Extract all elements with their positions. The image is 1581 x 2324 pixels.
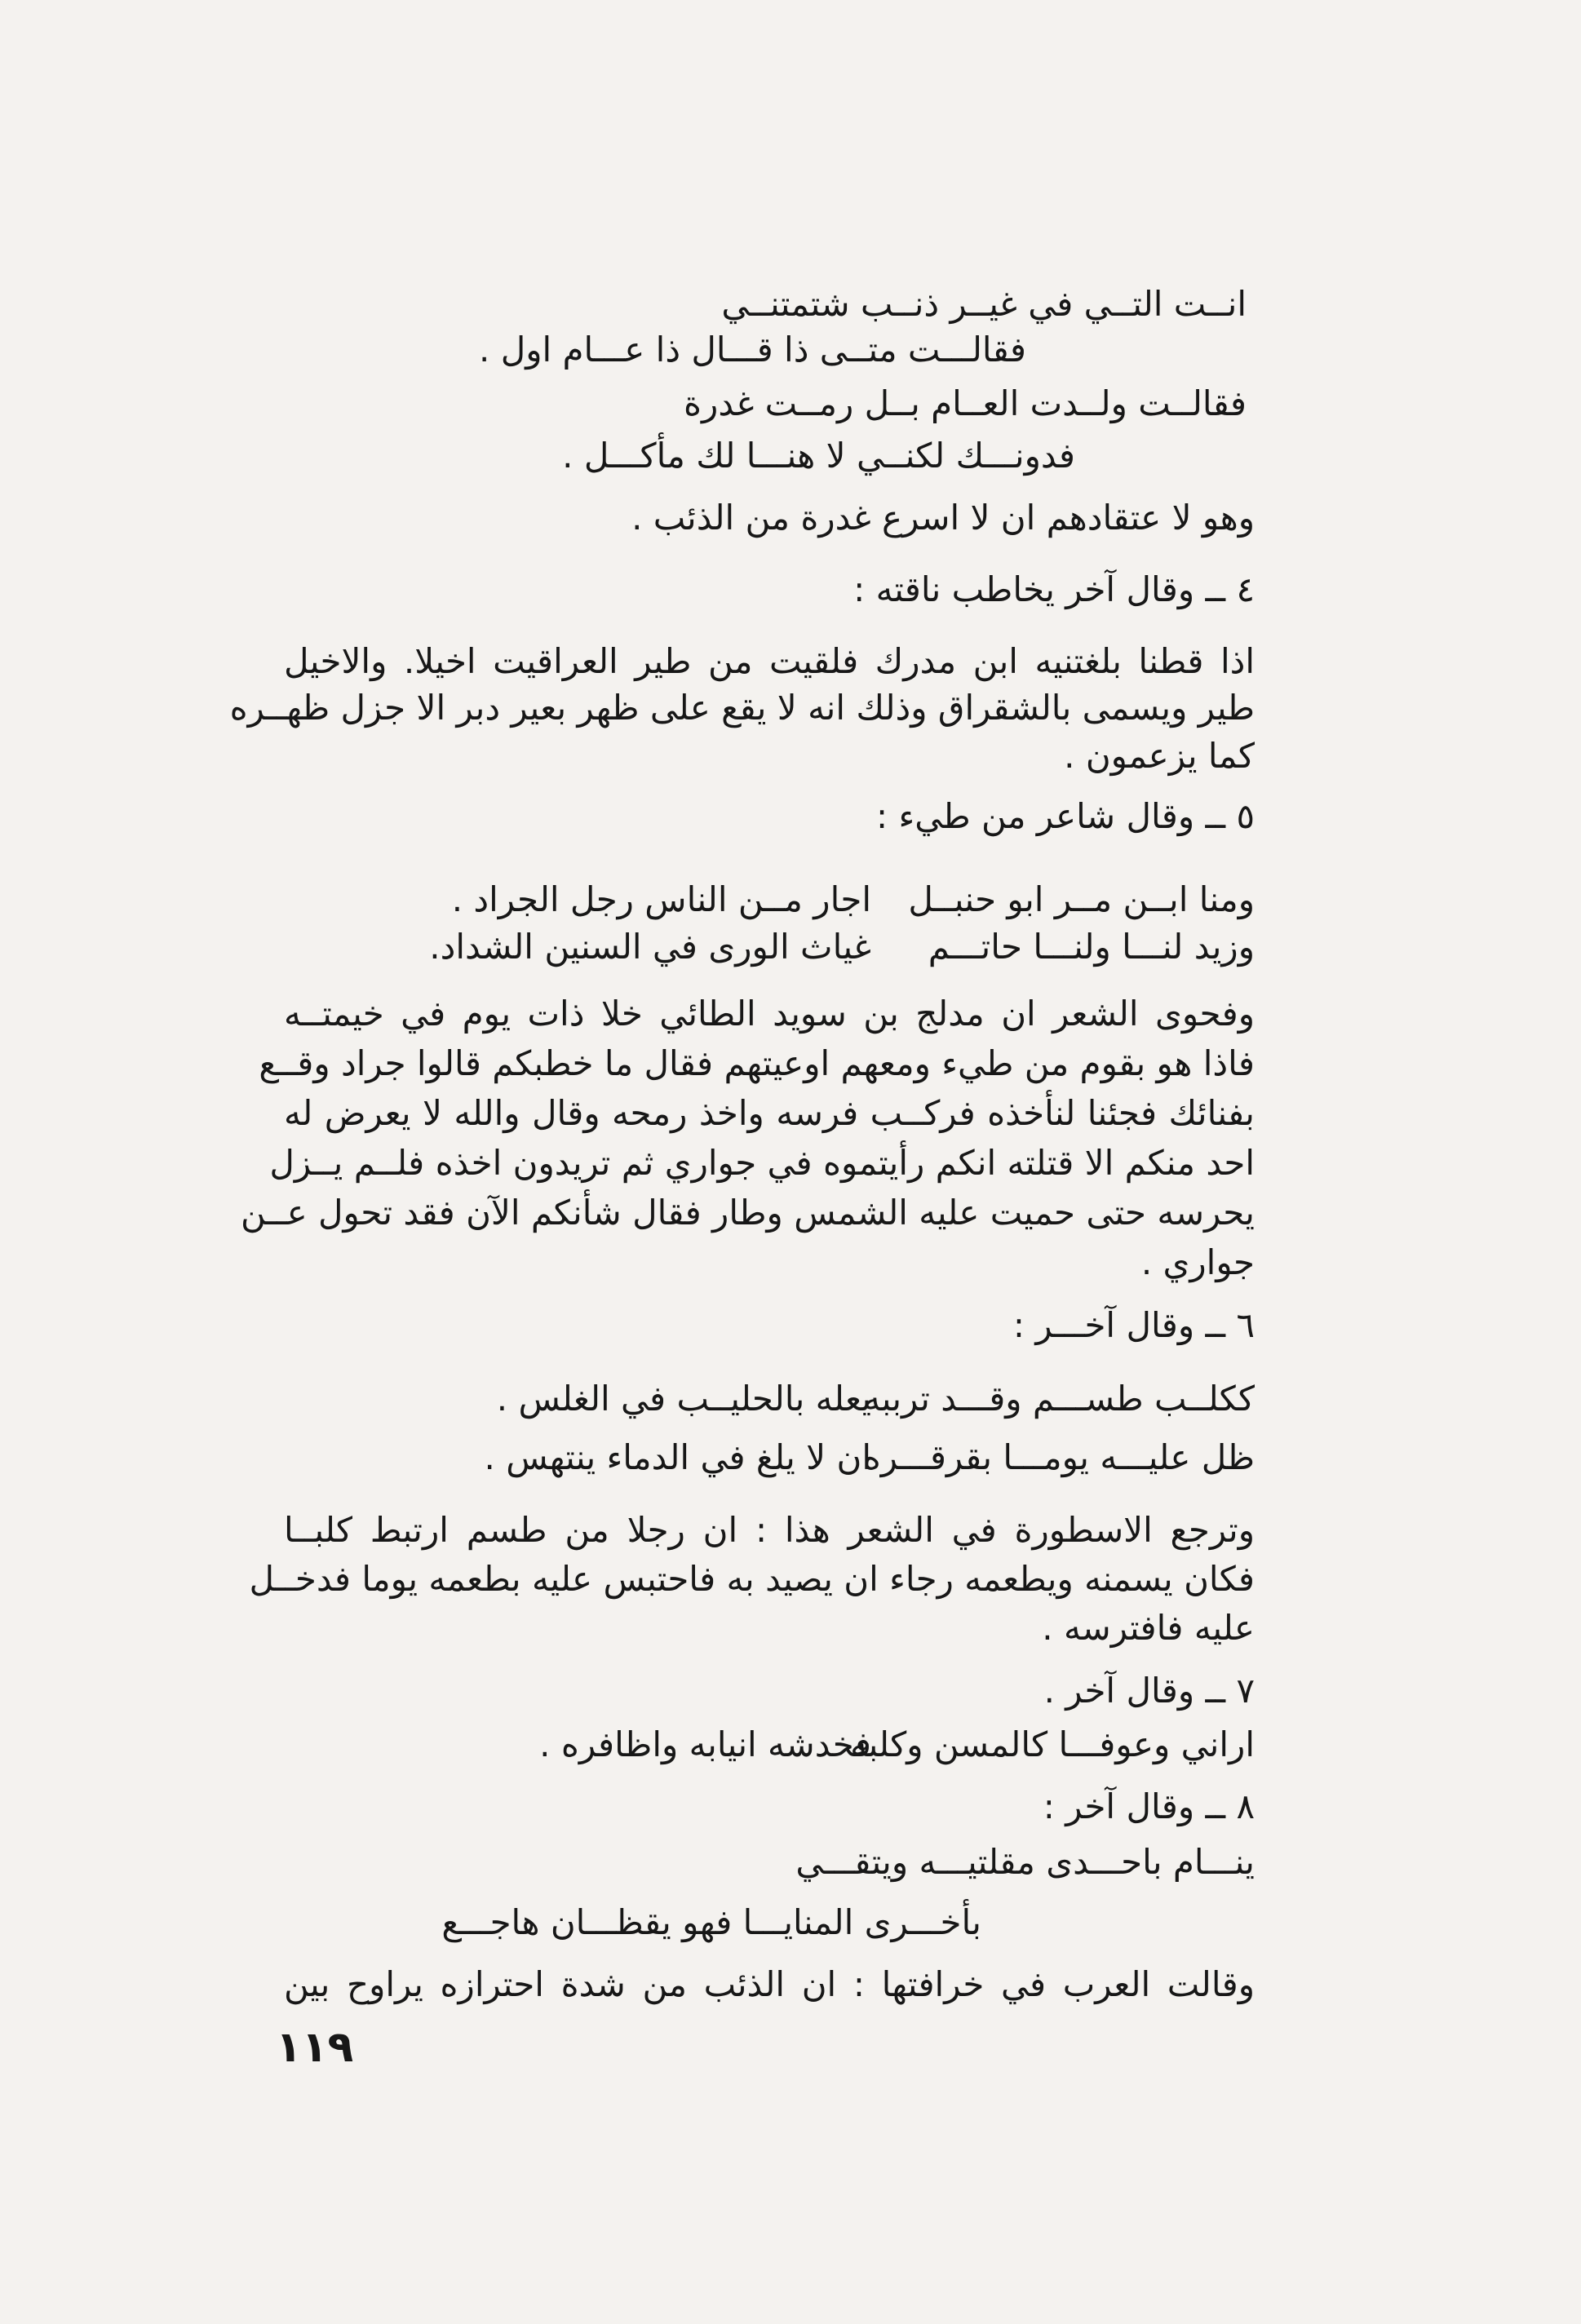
text-line: فكان يسمنه ويطعمه رجاء ان يصيد به فاحتبس عليه بطعمه يوما فدخــل xyxy=(249,1559,1255,1599)
text-line: كما يزعمون . xyxy=(1064,736,1255,776)
section-heading: ٦ ــ وقال آخـــر : xyxy=(1012,1305,1255,1345)
section-heading: ٤ ــ وقال آخر يخاطب ناقته : xyxy=(853,569,1255,609)
page-number: ١١٩ xyxy=(276,2023,354,2072)
text-line: فاذا هو بقوم من طيء ومعهم اوعيتهم فقال ما خطبكم قالوا جراد وقــع xyxy=(259,1043,1255,1083)
verse-hemistich: ومنا ابــن مــر ابو حنبــل xyxy=(908,879,1255,919)
text-line: احد منكم الا قتلته انكم رأيتموه في جواري ثم تريدون اخذه فلــم يــزل xyxy=(269,1143,1255,1183)
text-line: جواري . xyxy=(1140,1242,1255,1282)
verse-hemistich: فخدشه انيابه واظافره . xyxy=(539,1724,871,1764)
text-line: وترجع الاسطورة في الشعر هذا : ان رجلا من طسم ارتبط كلبــا xyxy=(284,1510,1255,1550)
text-line: وقالت العرب في خرافتها : ان الذئب من شدة احترازه يراوح بين xyxy=(284,1964,1255,2004)
text-line: وفحوى الشعر ان مدلج بن سويد الطائي خلا ذات يوم في خيمتــه xyxy=(284,994,1255,1034)
verse-hemistich: ككلــب طســـم وقـــد ترببه xyxy=(863,1379,1255,1419)
text-line: طير ويسمى بالشقراق وذلك انه لا يقع على ظهر بعير دبر الا جزل ظهــره xyxy=(229,688,1255,728)
verse-hemistich: وزيد لنـــا ولنـــا حاتـــم xyxy=(928,927,1255,967)
text-line: بفنائك فجئنا لنأخذه فركــب فرسه واخذ رمحه وقال والله لا يعرض له xyxy=(284,1093,1255,1133)
verse-hemistich: اراني وعوفـــا كالمسن وكلبه xyxy=(850,1724,1255,1764)
verse-line: فقالـــت متــى ذا قـــال ذا عـــام اول . xyxy=(479,330,1026,370)
verse-line: ينـــام باحـــدى مقلتيـــه ويتقـــي xyxy=(795,1842,1255,1882)
verse-hemistich: ظل عليـــه يومـــا بقرقـــره xyxy=(862,1437,1255,1477)
section-heading: ٧ ــ وقال آخر . xyxy=(1043,1671,1255,1711)
verse-line: بأخـــرى المنايـــا فهو يقظـــان هاجـــع xyxy=(441,1902,981,1942)
text-line: اذا قطنا بلغتنيه ابن مدرك فلقيت من طير العراقيت اخيلا. والاخيل xyxy=(284,641,1255,681)
text-line: وهو لا عتقادهم ان لا اسرع غدرة من الذئب . xyxy=(631,498,1255,538)
section-heading: ٨ ــ وقال آخر : xyxy=(1043,1786,1255,1826)
verse-line: فقالــت ولــدت العــام بــل رمــت غدرة xyxy=(684,383,1247,423)
verse-hemistich: اجار مــن الناس رجل الجراد . xyxy=(451,879,871,919)
section-heading: ٥ ــ وقال شاعر من طيء : xyxy=(876,796,1255,836)
verse-hemistich: غياث الورى في السنين الشداد. xyxy=(429,927,871,967)
verse-hemistich: ان لا يلغ في الدماء ينتهس . xyxy=(484,1437,871,1477)
text-line: يحرسه حتى حميت عليه الشمس وطار فقال شأنكم الآن فقد تحول عــن xyxy=(241,1193,1255,1233)
text-line: عليه فافترسه . xyxy=(1042,1608,1255,1648)
verse-hemistich: يعله بالحليــب في الغلس . xyxy=(496,1379,871,1419)
verse-line: انــت التــي في غيــر ذنــب شتمتنــي xyxy=(721,284,1247,324)
verse-line: فدونـــك لكنــي لا هنـــا لك مأكـــل . xyxy=(562,436,1075,476)
